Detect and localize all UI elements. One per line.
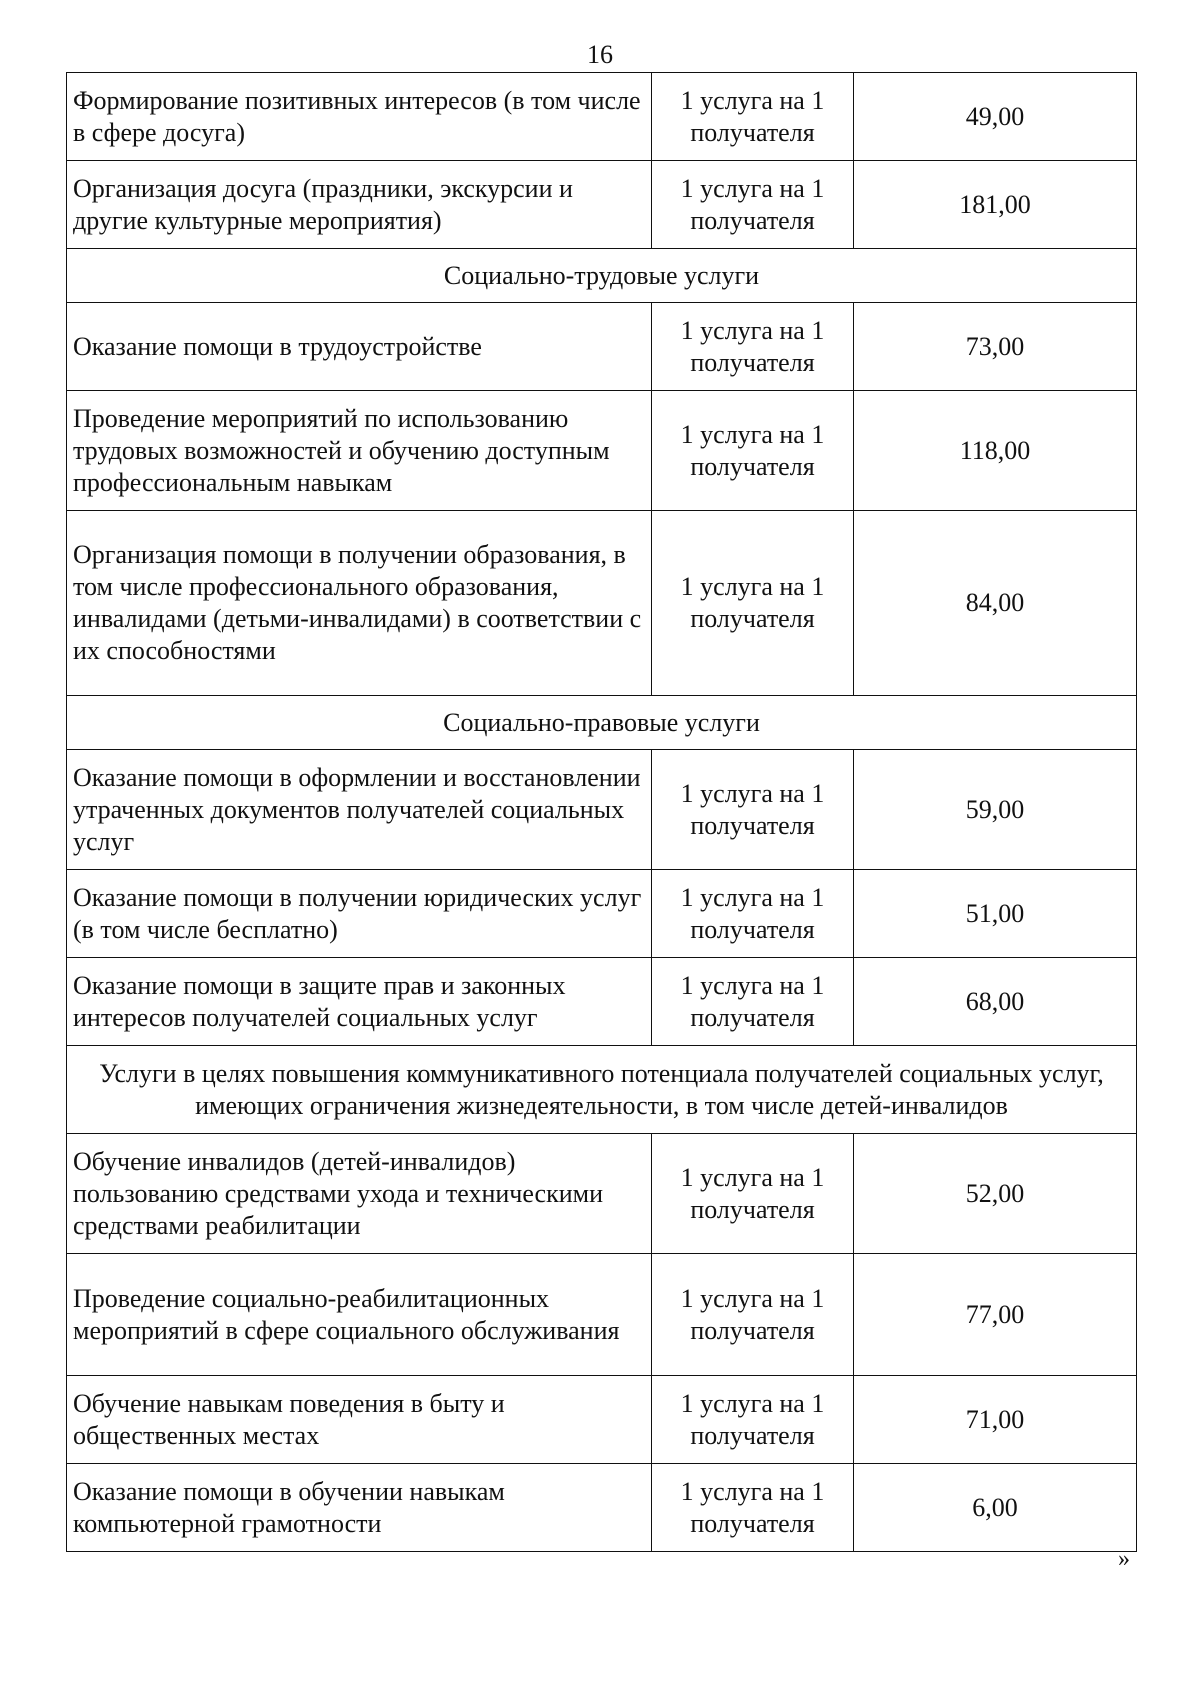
section-header-row [67, 249, 1137, 303]
service-price: 59,00 [854, 750, 1137, 870]
service-name: Оказание помощи в обучении навыкам компьютерной грамотности [67, 1464, 652, 1552]
table-row [67, 73, 1137, 161]
service-unit: 1 услуга на 1 получателя [652, 73, 854, 161]
page-number: 16 [587, 40, 613, 69]
service-name: Оказание помощи в трудоустройстве [67, 303, 652, 391]
services-price-table [66, 72, 1137, 1552]
table-row [67, 870, 1137, 958]
service-price: 68,00 [854, 958, 1137, 1046]
table-row [67, 391, 1137, 511]
service-price: 6,00 [854, 1464, 1137, 1552]
service-price: 71,00 [854, 1376, 1137, 1464]
section-title: Социально-правовые услуги [67, 696, 1137, 750]
service-price: 77,00 [854, 1254, 1137, 1376]
table-row [67, 1376, 1137, 1464]
table-row [67, 1134, 1137, 1254]
service-name: Оказание помощи в защите прав и законных интересов получателей социальных услуг [67, 958, 652, 1046]
table-row [67, 750, 1137, 870]
table-row [67, 1464, 1137, 1552]
service-price: 52,00 [854, 1134, 1137, 1254]
service-price: 181,00 [854, 161, 1137, 249]
service-unit: 1 услуга на 1 получателя [652, 1464, 854, 1552]
service-unit: 1 услуга на 1 получателя [652, 1134, 854, 1254]
service-name: Проведение социально-реабилитационных мероприятий в сфере социального обслуживания [67, 1254, 652, 1376]
service-name: Обучение инвалидов (детей-инвалидов) пользованию средствами ухода и техническими средствами реабилитации [67, 1134, 652, 1254]
service-price: 51,00 [854, 870, 1137, 958]
table-row [67, 511, 1137, 696]
table-row [67, 161, 1137, 249]
service-unit: 1 услуга на 1 получателя [652, 958, 854, 1046]
service-unit: 1 услуга на 1 получателя [652, 303, 854, 391]
service-name: Организация помощи в получении образования, в том числе профессионального образования, инвалидами (детьми-инвалидами) в соответствии с их способностями [67, 511, 652, 696]
section-title: Услуги в целях повышения коммуникативного потенциала получателей социальных услуг, имеющих ограничения жизнедеятельности, в том числе детей-инвалидов [67, 1046, 1137, 1134]
section-header-row [67, 696, 1137, 750]
table-row [67, 1254, 1137, 1376]
service-unit: 1 услуга на 1 получателя [652, 750, 854, 870]
service-price: 84,00 [854, 511, 1137, 696]
service-unit: 1 услуга на 1 получателя [652, 511, 854, 696]
service-unit: 1 услуга на 1 получателя [652, 391, 854, 511]
service-name: Оказание помощи в оформлении и восстановлении утраченных документов получателей социальных услуг [67, 750, 652, 870]
service-unit: 1 услуга на 1 получателя [652, 161, 854, 249]
service-name: Организация досуга (праздники, экскурсии и другие культурные мероприятия) [67, 161, 652, 249]
table-row [67, 958, 1137, 1046]
service-name: Обучение навыкам поведения в быту и общественных местах [67, 1376, 652, 1464]
service-price: 49,00 [854, 73, 1137, 161]
section-title: Социально-трудовые услуги [67, 249, 1137, 303]
service-name: Формирование позитивных интересов (в том числе в сфере досуга) [67, 73, 652, 161]
service-name: Проведение мероприятий по использованию трудовых возможностей и обучению доступным профессиональным навыкам [67, 391, 652, 511]
section-header-row [67, 1046, 1137, 1134]
service-unit: 1 услуга на 1 получателя [652, 1254, 854, 1376]
service-unit: 1 услуга на 1 получателя [652, 1376, 854, 1464]
service-price: 73,00 [854, 303, 1137, 391]
closing-quote-mark: » [1118, 1546, 1130, 1572]
service-price: 118,00 [854, 391, 1137, 511]
table-row [67, 303, 1137, 391]
service-name: Оказание помощи в получении юридических услуг (в том числе бесплатно) [67, 870, 652, 958]
service-unit: 1 услуга на 1 получателя [652, 870, 854, 958]
